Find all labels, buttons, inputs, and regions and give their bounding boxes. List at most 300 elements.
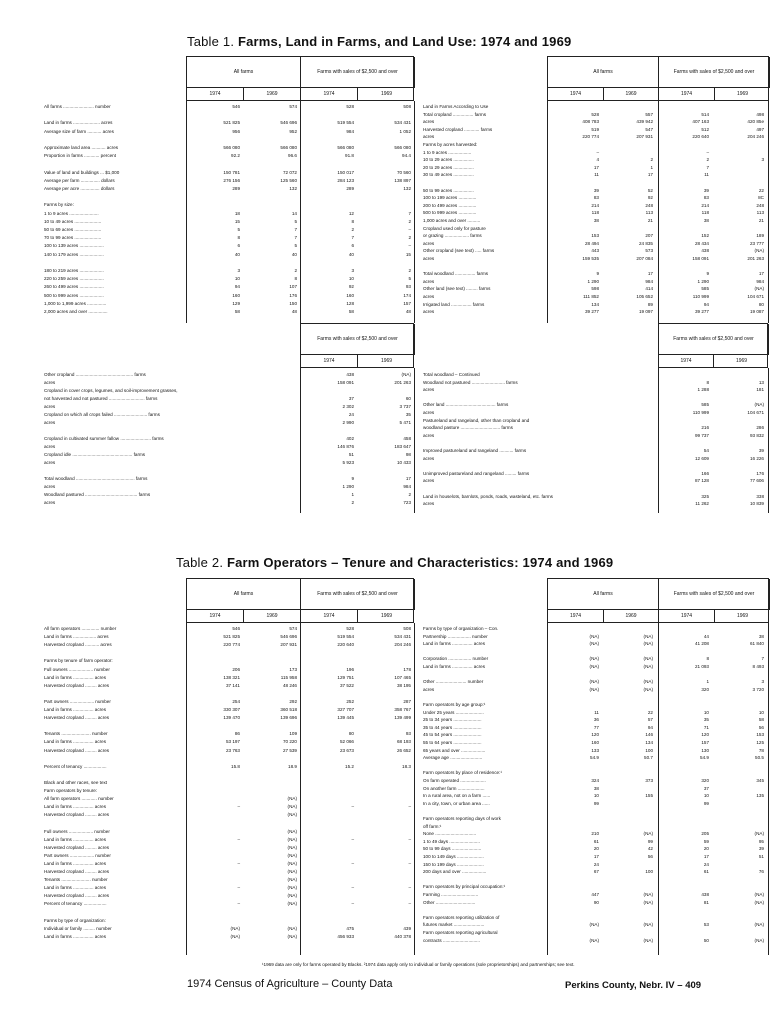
cell-value: 204 246 xyxy=(394,642,411,648)
cell-value: 325 xyxy=(701,493,709,499)
cell-value: 93 xyxy=(405,731,411,737)
cell-value: 36 xyxy=(593,717,599,723)
row-label: 50 to 99 days ....................... xyxy=(423,846,482,852)
row-label: acres xyxy=(423,294,435,299)
cell-value: 20 xyxy=(593,846,599,852)
row-label: Farm operators reporting agricultural xyxy=(423,930,498,935)
table-row xyxy=(44,309,414,315)
cell-value: 59 xyxy=(703,838,709,844)
col-year: 1974 xyxy=(548,609,604,623)
cell-value: 93 xyxy=(405,284,411,290)
table2-right-body xyxy=(423,626,768,956)
row-label: None ................................ xyxy=(423,831,477,837)
table-row xyxy=(423,150,768,156)
row-label: Pastureland and rangeland, other than cropland and xyxy=(423,417,530,423)
row-label: All farm operators ............ number xyxy=(44,796,114,802)
cell-value: 67 xyxy=(593,869,599,875)
table-row xyxy=(44,861,414,867)
cell-value: (NA) xyxy=(754,402,764,408)
cell-value: 70 560 xyxy=(396,169,411,175)
table-row xyxy=(423,195,768,201)
row-label: 1,000 to 1,999 acres ............... xyxy=(44,300,107,306)
table-row xyxy=(423,501,768,507)
row-label: Under 25 years ...................... xyxy=(423,709,484,715)
cell-value: 115 958 xyxy=(280,674,297,680)
cell-value: 35 xyxy=(703,717,709,723)
cell-value: 1 xyxy=(650,164,653,170)
cell-value: 1 xyxy=(351,492,354,497)
cell-value: 289 xyxy=(232,186,240,191)
col-year: 1969 xyxy=(244,87,301,101)
cell-value: 87 128 xyxy=(694,478,709,484)
cell-value: (NA) xyxy=(754,937,764,943)
cell-value: 39 xyxy=(703,187,709,193)
cell-value: 19 087 xyxy=(749,309,764,315)
cell-value: – xyxy=(237,836,240,842)
cell-value: 56 xyxy=(758,724,764,730)
cell-value: – xyxy=(706,149,709,155)
table1-sub-header xyxy=(300,323,414,368)
cell-value: 18.9 xyxy=(288,763,297,769)
table-row xyxy=(423,471,768,477)
cell-value: 15.8 xyxy=(231,763,240,769)
cell-value: 534 431 xyxy=(394,634,411,640)
cell-value: 10 433 xyxy=(396,460,411,465)
row-label: 200 days and over ................... xyxy=(423,869,487,875)
table1-left-body xyxy=(44,104,414,324)
table-row xyxy=(423,226,768,232)
table-row xyxy=(44,820,414,826)
cell-value: 407 163 xyxy=(692,119,709,125)
cell-value: 10 xyxy=(348,276,354,282)
row-label: 25 to 34 years ...................... xyxy=(423,717,482,723)
cell-value: 2 990 xyxy=(342,420,354,425)
cell-value: 48 246 xyxy=(282,682,297,688)
table-row xyxy=(44,885,414,891)
cell-value: 157 xyxy=(701,740,709,745)
row-label: Land in farms ................ acres xyxy=(44,933,107,939)
cell-value: 574 xyxy=(289,626,297,631)
cell-value: 24 xyxy=(703,861,709,867)
cell-value: 107 465 xyxy=(394,674,411,680)
row-label: Total woodland ................ farms xyxy=(423,271,489,277)
row-label: 30 to 49 acres ................ xyxy=(423,172,474,178)
cell-value: 28 494 xyxy=(584,240,599,246)
cell-value: 22 xyxy=(758,187,764,193)
table-row xyxy=(44,120,414,126)
cell-value: 984 xyxy=(403,484,411,489)
table-row xyxy=(44,243,414,249)
cell-value: 134 xyxy=(591,301,599,307)
table-row xyxy=(423,831,768,837)
cell-value: 528 xyxy=(591,111,599,117)
table-row xyxy=(44,211,414,217)
row-label: Land in farms ................ acres xyxy=(44,836,107,842)
cell-value: (NA) xyxy=(754,286,764,292)
cell-value: – xyxy=(237,860,240,866)
cell-value: 3 737 xyxy=(399,404,411,409)
row-label: Average size of farm ........... acres xyxy=(44,128,114,134)
table-row xyxy=(44,715,414,721)
table-row xyxy=(423,165,768,171)
cell-value: 174 xyxy=(403,292,411,298)
cell-value: 76 xyxy=(758,869,764,875)
cell-value: 438 xyxy=(701,892,709,897)
cell-value: 598 xyxy=(591,286,599,292)
cell-value: (NA) xyxy=(230,933,240,939)
cell-value: 139 445 xyxy=(337,715,354,721)
cell-value: 80 xyxy=(758,301,764,307)
table-row xyxy=(423,425,768,431)
cell-value: 160 xyxy=(232,292,240,298)
cell-value: 44 xyxy=(703,633,709,639)
row-label: acres xyxy=(423,387,435,393)
cell-value: 206 xyxy=(232,666,240,672)
col-group-all-farms: All farms xyxy=(548,579,659,609)
table-row xyxy=(423,740,768,746)
table-row xyxy=(423,279,768,285)
row-label: Farms by tenure of farm operator: xyxy=(44,658,113,664)
cell-value: 159 535 xyxy=(582,256,599,261)
row-label: Woodland not pastured .......................... farms xyxy=(423,379,518,385)
cell-value: 40 xyxy=(291,251,297,257)
cell-value: 189 xyxy=(756,233,764,239)
cell-value: 54.9 xyxy=(700,755,709,761)
cell-value: 77 606 xyxy=(749,478,764,484)
row-label: 100 to 139 acres ................... xyxy=(44,243,104,249)
cell-value: 39 xyxy=(593,187,599,193)
cell-value: (NA) xyxy=(643,656,653,662)
row-label: 1 to 9 acres .................. xyxy=(423,149,472,155)
table-row xyxy=(44,484,414,490)
cell-value: 77 xyxy=(593,724,599,730)
cell-value: 146 xyxy=(645,732,653,738)
table-row xyxy=(423,710,768,716)
table-row xyxy=(423,433,768,439)
cell-value: 150 781 xyxy=(223,169,240,175)
cell-value: 160 xyxy=(591,740,599,745)
cell-value: 58 xyxy=(758,717,764,723)
table-row xyxy=(423,839,768,845)
cell-value: 52 066 xyxy=(339,739,354,745)
col-year: 1974 xyxy=(548,87,604,101)
cell-value: 139 470 xyxy=(223,715,240,721)
cell-value: 2 xyxy=(408,218,411,224)
cell-value: 110 999 xyxy=(692,410,709,415)
cell-value: 439 xyxy=(403,925,411,931)
table-row xyxy=(423,271,768,277)
cell-value: 566 080 xyxy=(394,145,411,150)
cell-value: 3 xyxy=(761,157,764,163)
cell-value: 984 xyxy=(346,128,354,134)
row-label: acres xyxy=(44,460,56,465)
cell-value: 128 xyxy=(346,300,354,306)
table1-number: Table 1. xyxy=(187,34,235,49)
cell-value: 546 696 xyxy=(280,634,297,640)
table-row xyxy=(423,884,768,890)
cell-value: 109 xyxy=(289,731,297,737)
cell-value: 443 xyxy=(591,248,599,254)
table-row xyxy=(44,683,414,689)
cell-value: 439 942 xyxy=(636,119,653,125)
cell-value: (NA) xyxy=(643,922,653,928)
table-row xyxy=(423,634,768,640)
cell-value: 80 xyxy=(348,731,354,737)
cell-value: 176 xyxy=(756,470,764,476)
table-row xyxy=(423,854,768,860)
cell-value: 24 xyxy=(593,861,599,867)
table-row xyxy=(423,824,768,830)
table-row xyxy=(44,772,414,778)
cell-value: 512 xyxy=(701,126,709,132)
table1-years: 1974 and 1969 xyxy=(480,34,572,49)
cell-value: 566 080 xyxy=(223,145,240,150)
row-label: 10 to 29 acres ................ xyxy=(423,157,474,163)
cell-value: 13 xyxy=(758,379,764,385)
cell-value: 111 852 xyxy=(583,294,599,299)
cell-value: 2 xyxy=(408,492,411,497)
table-row xyxy=(44,796,414,802)
table-row xyxy=(44,145,414,151)
cell-value: 456 933 xyxy=(337,933,354,939)
cell-value: (NA) xyxy=(589,641,599,647)
table-row xyxy=(423,656,768,662)
table-row xyxy=(44,227,414,233)
cell-value: 120 xyxy=(701,732,709,738)
table-row xyxy=(44,877,414,883)
cell-value: 534 431 xyxy=(394,120,411,126)
table-row xyxy=(44,436,414,442)
cell-value: 330 307 xyxy=(223,707,240,712)
cell-value: 420 85e xyxy=(747,119,764,125)
cell-value: 15.2 xyxy=(345,763,354,769)
table-row xyxy=(44,667,414,673)
table-row xyxy=(44,112,414,118)
row-label: Average per farm ............... dollars xyxy=(44,177,115,183)
cell-value: 498 xyxy=(756,111,764,117)
cell-value: 89 xyxy=(647,301,653,307)
table-row xyxy=(44,396,414,402)
cell-value: 546 xyxy=(232,104,240,109)
row-label: All farm operators .............. number xyxy=(44,626,117,631)
table-row xyxy=(44,788,414,794)
table-row xyxy=(423,778,768,784)
table1-sub-header-right xyxy=(658,323,768,368)
cell-value: 99 xyxy=(703,800,709,806)
row-label: Land in farms ................ acres xyxy=(44,885,107,891)
cell-value: 9 xyxy=(596,271,599,277)
cell-value: 160 xyxy=(346,292,354,298)
table-row xyxy=(423,755,768,761)
cell-value: 83 xyxy=(593,195,599,201)
table-row xyxy=(423,748,768,754)
cell-value: 150 017 xyxy=(337,169,354,175)
cell-value: – xyxy=(351,836,354,842)
row-label: Other cropland ............................................. farms xyxy=(44,372,146,377)
table-row xyxy=(423,188,768,194)
row-label: acres xyxy=(423,686,435,692)
table-row xyxy=(44,926,414,932)
cell-value: 497 xyxy=(756,126,764,132)
cell-value: 284 123 xyxy=(337,177,354,183)
cell-value: 38 195 xyxy=(396,682,411,688)
cell-value: 27 539 xyxy=(282,747,297,753)
cell-value: 50 xyxy=(703,937,709,943)
cell-value: 104 671 xyxy=(747,410,764,415)
cell-value: 15 xyxy=(234,218,240,224)
cell-value: 8 xyxy=(351,218,354,224)
cell-value: – xyxy=(237,885,240,891)
table-row xyxy=(423,463,768,469)
cell-value: (NA) xyxy=(589,922,599,928)
table1-left-header xyxy=(186,56,414,101)
cell-value: 508 xyxy=(403,626,411,631)
col-year: 1974 xyxy=(301,87,358,101)
cell-value: 138 321 xyxy=(223,674,240,680)
table-row xyxy=(44,276,414,282)
table-row xyxy=(423,142,768,148)
row-label: Cropland used only for pasture xyxy=(423,225,486,231)
cell-value: 3 xyxy=(351,268,354,273)
table-row xyxy=(44,853,414,859)
table-row xyxy=(423,801,768,807)
cell-value: 7 xyxy=(351,235,354,241)
row-label: Value of land and buildings ... $1,000 xyxy=(44,169,120,175)
table-row xyxy=(423,119,768,125)
cell-value: 100 xyxy=(645,747,653,753)
col-group-all-farms: All farms xyxy=(187,57,301,87)
cell-value: 519 xyxy=(591,126,599,132)
table-row xyxy=(44,202,414,208)
row-label: Irrigated land ................ farms xyxy=(423,301,485,307)
cell-value: 248 xyxy=(756,202,764,208)
row-label: Farms by size: xyxy=(44,202,74,208)
row-label: Harvested cropland ......... acres xyxy=(44,844,110,850)
table-row xyxy=(423,922,768,928)
cell-value: (NA) xyxy=(287,836,297,842)
table-row xyxy=(44,194,414,200)
row-label: Harvested cropland ......... acres xyxy=(44,747,110,753)
cell-value: 7 xyxy=(294,227,297,232)
cell-value: (NA) xyxy=(643,664,653,669)
row-label: Land in Farms According to Use xyxy=(423,104,489,109)
table-row xyxy=(44,723,414,729)
row-label: Full owners ................... number xyxy=(44,828,110,834)
cell-value: 17 xyxy=(593,854,599,859)
cell-value: 8 xyxy=(706,379,709,385)
table-row xyxy=(423,172,768,178)
row-label: 500 to 999 acres .............. xyxy=(423,210,477,216)
row-label: 180 to 219 acres ................... xyxy=(44,268,104,273)
cell-value: 96.6 xyxy=(288,153,297,159)
cell-value: (NA) xyxy=(643,937,653,943)
table-row xyxy=(423,649,768,655)
footer-publication: 1974 Census of Agriculture – County Data xyxy=(187,978,393,990)
cell-value: 338 xyxy=(756,493,764,499)
cell-value: 521 825 xyxy=(223,634,240,640)
col-year: 1969 xyxy=(714,354,769,368)
row-label: acres xyxy=(423,455,435,461)
table-row xyxy=(44,492,414,498)
col-group-sales-2500: Farms with sales of $2,500 and over xyxy=(301,324,415,354)
table-row xyxy=(423,256,768,262)
table-row xyxy=(44,658,414,664)
row-label: Cropland on which all crops failed .......................... farms xyxy=(44,412,160,417)
table-row xyxy=(423,380,768,386)
cell-value: 166 xyxy=(701,470,709,476)
cell-value: 4 xyxy=(596,157,599,163)
row-label: Corporation .................. number xyxy=(423,656,489,662)
table-row xyxy=(423,892,768,898)
row-label: acres xyxy=(44,420,56,425)
table-row xyxy=(44,837,414,843)
cell-value: 54.9 xyxy=(590,755,599,761)
cell-value: – xyxy=(408,227,411,232)
row-label: Farm operators reporting utilization of xyxy=(423,914,500,920)
cell-value: 181 xyxy=(756,387,764,393)
cell-value: 196 xyxy=(346,666,354,672)
cell-value: 93 832 xyxy=(749,432,764,438)
row-label: futures market ........................ xyxy=(423,922,485,928)
cell-value: 11 xyxy=(594,709,599,715)
cell-value: 17 xyxy=(703,854,709,859)
cell-value: (NA) xyxy=(589,679,599,685)
row-label: Land in farms ................ acres xyxy=(44,860,107,866)
cell-value: 86 xyxy=(234,731,240,737)
table-row xyxy=(44,161,414,167)
table-row xyxy=(423,218,768,224)
cell-value: 286 xyxy=(756,425,764,431)
cell-value: 9 xyxy=(706,271,709,277)
cell-value: 18 xyxy=(234,210,240,216)
cell-value: 519 554 xyxy=(337,634,354,640)
table-row xyxy=(423,248,768,254)
table-row xyxy=(44,691,414,697)
col-year: 1974 xyxy=(659,87,715,101)
table-row xyxy=(423,264,768,270)
cell-value: 94 xyxy=(647,724,653,730)
cell-value: (NA) xyxy=(401,372,411,377)
cell-value: 95 xyxy=(758,838,764,844)
row-label: Tenants ....................... number xyxy=(44,731,108,737)
cell-value: 528 xyxy=(346,626,354,631)
cell-value: 92.2 xyxy=(231,153,240,159)
cell-value: 21 093 xyxy=(694,664,709,669)
row-label: Farm operators by age group:¹ xyxy=(423,702,486,707)
table-row xyxy=(44,626,414,632)
cell-value: (NA) xyxy=(287,828,297,834)
cell-value: 19 097 xyxy=(638,309,653,315)
cell-value: 41 208 xyxy=(694,641,709,647)
row-label: Land in farms .................. acres xyxy=(44,634,109,640)
row-label: 2,000 acres and over ............... xyxy=(44,309,108,314)
cell-value: 92 xyxy=(647,195,653,201)
table-row xyxy=(44,642,414,648)
cell-value: (NA) xyxy=(287,877,297,883)
table-row xyxy=(44,170,414,176)
cell-value: 26 652 xyxy=(396,747,411,753)
cell-value: 42 xyxy=(647,846,653,852)
cell-value: – xyxy=(237,901,240,907)
cell-value: 220 774 xyxy=(223,642,240,648)
row-label: Cropland in cover crops, legumes, and soil-improvement grasses, xyxy=(44,388,178,393)
table-row xyxy=(44,293,414,299)
cell-value: 438 xyxy=(701,248,709,254)
cell-value: 72 072 xyxy=(282,169,297,175)
cell-value: 10 839 xyxy=(749,501,764,507)
row-label: Other land ....................................... farms xyxy=(423,402,509,408)
row-label: Farm operators by place of residence:¹ xyxy=(423,770,502,776)
